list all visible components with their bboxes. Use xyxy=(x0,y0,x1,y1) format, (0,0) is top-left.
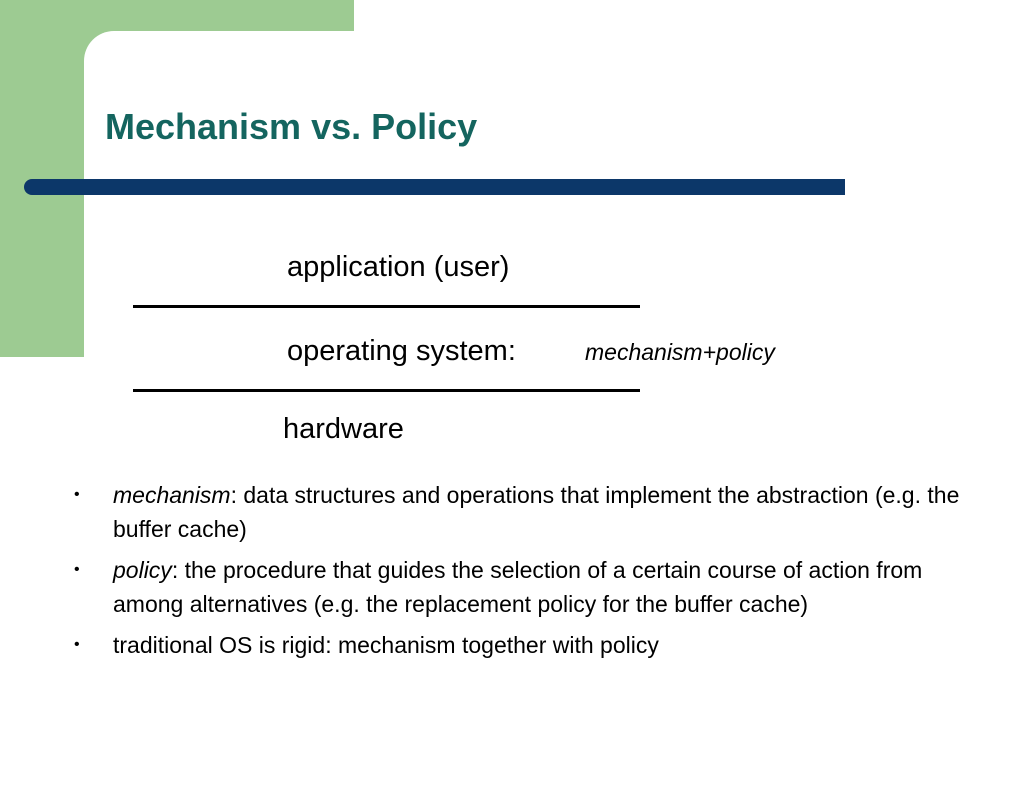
layer-divider-upper xyxy=(133,305,640,308)
layer-os-label: operating system: xyxy=(287,335,516,367)
bullet-item-policy xyxy=(72,553,972,621)
bullet-icon: • xyxy=(74,636,80,653)
bullet-text: traditional OS is rigid: mechanism together with policy xyxy=(113,632,659,658)
layer-os-note: mechanism+policy xyxy=(585,339,775,365)
bullet-text: : data structures and operations that implement the abstraction (e.g. the buffer cache) xyxy=(113,482,960,542)
layer-hardware-label: hardware xyxy=(283,413,404,445)
bullet-icon: • xyxy=(74,486,80,503)
layer-divider-lower xyxy=(133,389,640,392)
bullet-list xyxy=(72,478,972,669)
bullet-text: : the procedure that guides the selection of a certain course of action from among alternatives (e.g. the replacement policy for the buffer cache) xyxy=(113,557,923,617)
bullet-term: mechanism xyxy=(113,482,231,508)
slide-title: Mechanism vs. Policy xyxy=(105,106,478,147)
layer-application-label: application (user) xyxy=(287,251,510,283)
bullet-item-mechanism xyxy=(72,478,972,546)
bullet-item-traditional-os xyxy=(72,628,972,662)
title-underline-bar xyxy=(24,179,845,195)
bullet-icon: • xyxy=(74,561,80,578)
bullet-term: policy xyxy=(113,557,172,583)
